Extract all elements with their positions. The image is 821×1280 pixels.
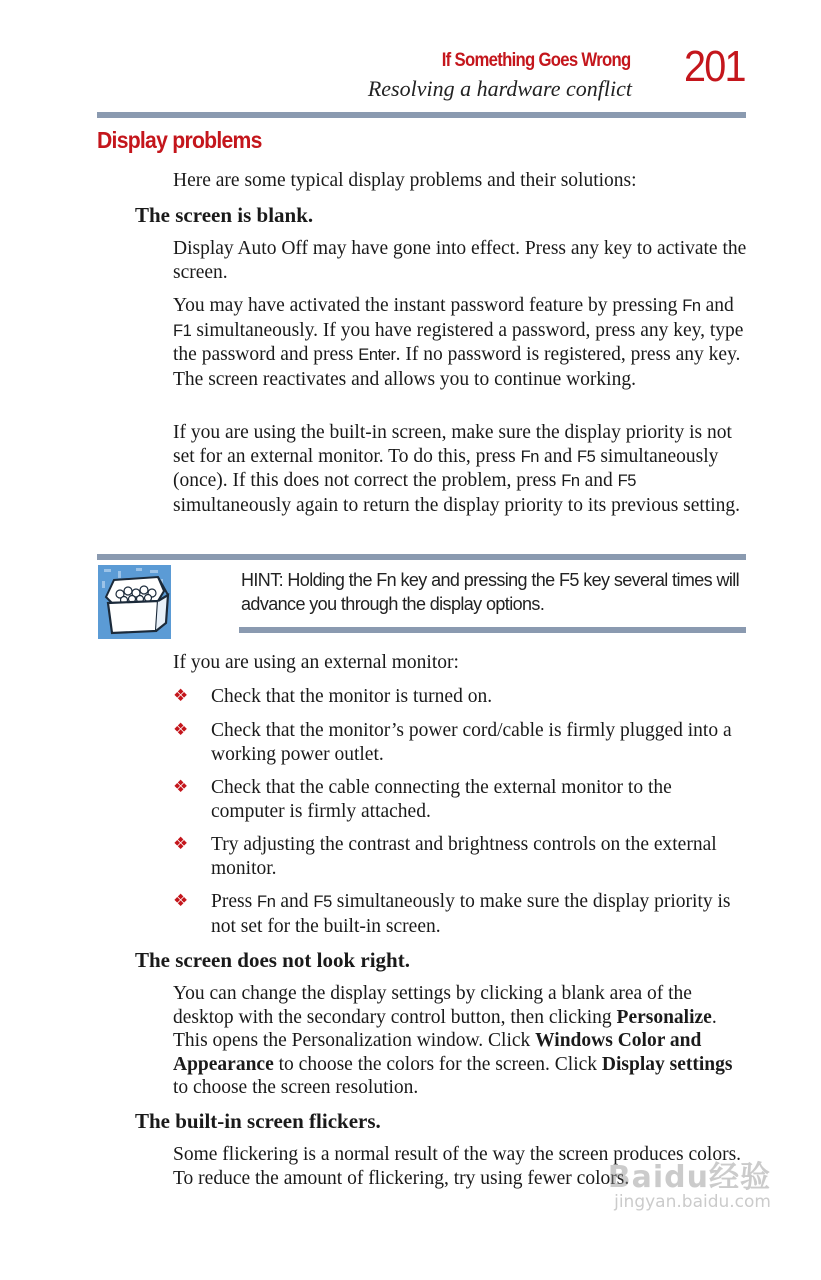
blank-paragraph-3: If you are using the built-in screen, make sure the display priority is not set for an external monitor. To do this, press Fn and F5 simultaneously (once). If this does not correct the problem, press Fn and F5 simultaneously again to return the display priority to its previous setting. [173,422,741,516]
subheading-flickers: The built-in screen flickers. [135,1109,381,1133]
external-intro: If you are using an external monitor: [173,652,459,673]
intro-paragraph: Here are some typical display problems and their solutions: [173,170,637,191]
section-subtitle: Resolving a hardware conflict [367,76,632,101]
key-f1: F1 [173,321,192,340]
list-item: ❖ Try adjusting the contrast and brightness controls on the external monitor. [173,834,717,879]
subheading-blank: The screen is blank. [135,203,314,227]
personalize-label: Personalize [616,1006,712,1028]
chapter-title: If Something Goes Wrong [442,50,631,71]
display-settings-label: Display settings [601,1053,733,1075]
hint-bottom-rule [239,627,746,633]
treasure-chest-icon [98,565,171,639]
watermark-url: jingyan.baidu.com [614,1192,771,1212]
list-item: ❖ Press Fn and F5 simultaneously to make sure the display priority is not set for the built-in screen. [173,891,731,937]
list-item: ❖ Check that the monitor is turned on. [173,686,493,707]
diamond-bullet-icon: ❖ [173,891,189,911]
diamond-bullet-icon: ❖ [173,777,189,797]
blank-paragraph-2: You may have activated the instant password feature by pressing Fn and F1 simultaneously. If you have registered a password, press any key, type the password and press Enter. If no password is registered, press any key. The screen reactivates and allows you to continue working. [173,295,744,390]
key-fn: Fn [561,472,580,490]
key-fn: Fn [376,570,397,590]
windows-color-label: Windows Color and Appearance [173,1030,702,1075]
subheading-not-right: The screen does not look right. [135,948,410,972]
key-fn: Fn [520,447,540,466]
hint-top-rule [97,554,746,560]
key-enter: Enter [358,346,396,364]
key-fn: Fn [682,297,701,315]
flickers-paragraph: Some flickering is a normal result of the way the screen produces colors. To reduce the amount of flickering, try using fewer colors. [173,1144,742,1189]
watermark [608,1152,771,1212]
section-title: Display problems [97,127,262,153]
list-item: ❖ Check that the monitor’s power cord/cable is firmly plugged into a working power outlet. [173,720,732,765]
key-fn: Fn [257,893,276,911]
list-item: ❖ Check that the cable connecting the external monitor to the computer is firmly attached. [173,777,672,822]
diamond-bullet-icon: ❖ [173,686,189,706]
watermark-brand: Baidu经验 [607,1160,771,1195]
header-rule [97,112,746,118]
key-f5: F5 [559,570,579,590]
diamond-bullet-icon: ❖ [173,720,189,740]
hint-text: HINT: Holding the Fn key and pressing the F5 key several times will advance you through the display options. [241,570,740,614]
key-f5: F5 [617,472,637,490]
diamond-bullet-icon: ❖ [173,834,189,854]
page-number: 201 [684,42,745,91]
not-right-paragraph: You can change the display settings by clicking a blank area of the desktop with the secondary control button, then clicking Personalize. This opens the Personalization window. Click Windows Color and Appearance to choose the colors for the screen. Click Display settings to choose the screen resolution. [173,983,733,1098]
key-f5: F5 [313,893,332,911]
blank-paragraph-1: Display Auto Off may have gone into effect. Press any key to activate the screen. [173,238,747,283]
key-f5: F5 [576,447,596,466]
